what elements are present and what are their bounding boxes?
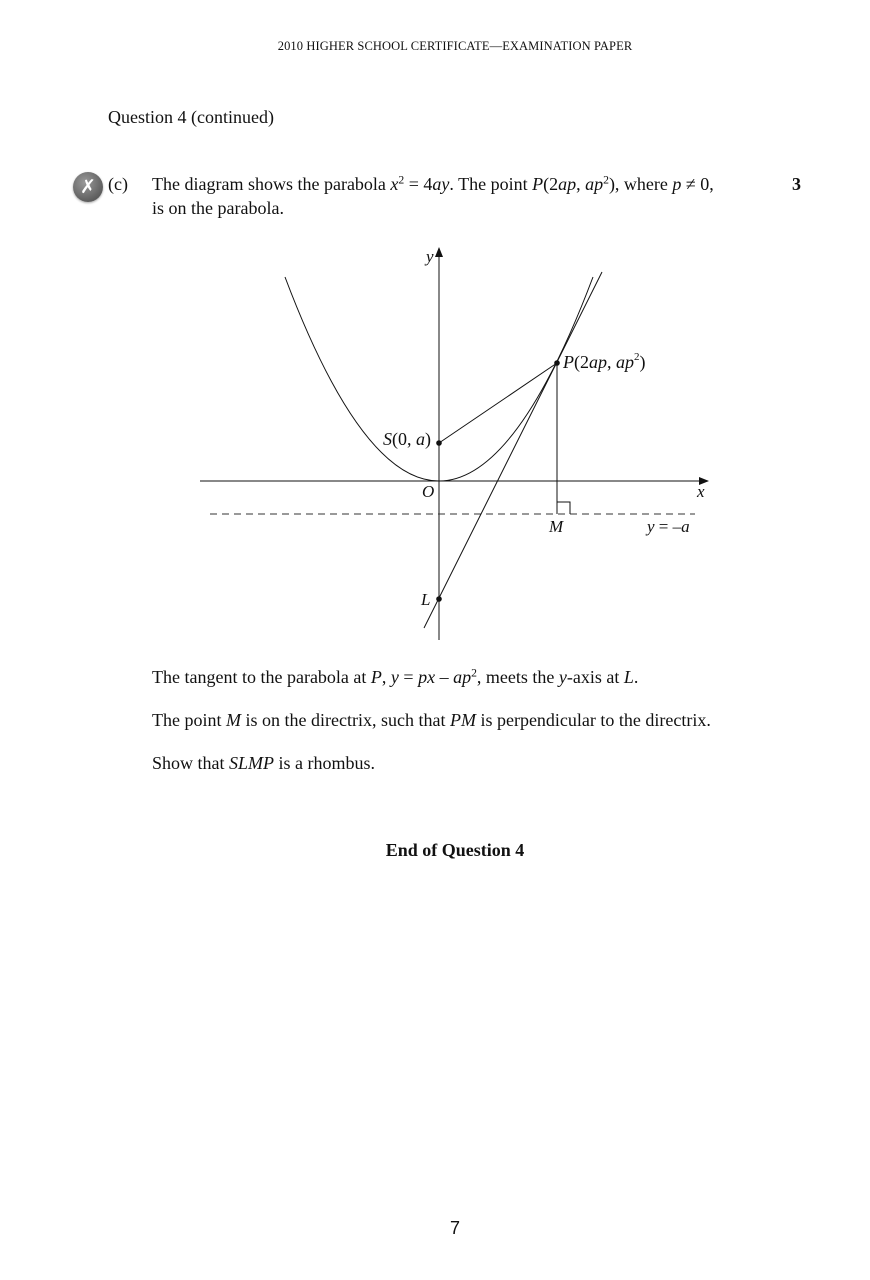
part-label: (c) xyxy=(108,174,128,194)
directrix-label: y = –a xyxy=(647,517,690,536)
point-m-label: M xyxy=(549,517,564,536)
origin-label: O xyxy=(422,482,435,501)
right-angle-marker xyxy=(557,502,570,514)
point-m-statement: The point M is on the directrix, such that PM is perpendicular to the directrix. xyxy=(152,710,711,730)
question-stem-line-1: The diagram shows the parabola $x^2 = 4ay$. The point P(2ap, $ap^2$), where p ≠ 0, xyxy=(152,173,714,194)
point-p-dot xyxy=(554,360,560,366)
marks-value: 3 xyxy=(792,174,801,194)
question-stem-line-2: is on the parabola. xyxy=(152,198,284,218)
cross-mark-icon[interactable]: ✗ xyxy=(73,172,103,202)
running-header: 2010 HIGHER SCHOOL CERTIFICATE—EXAMINATION PAPER xyxy=(277,39,633,53)
point-p-label: P(2ap, $ap^2$) xyxy=(563,351,646,372)
x-axis-label: x xyxy=(697,482,705,501)
point-s-dot xyxy=(436,440,442,446)
y-axis-label: y xyxy=(426,247,434,266)
tangent-statement: The tangent to the parabola at P, y = px – $ap^2$, meets the y-axis at L. xyxy=(152,666,639,687)
question-heading: Question 4 (continued) xyxy=(108,107,274,127)
segment-sp xyxy=(439,363,557,443)
point-l-label: L xyxy=(421,590,431,609)
end-of-question-label: End of Question 4 xyxy=(385,840,525,860)
tangent-line xyxy=(424,272,602,628)
show-that-statement: Show that SLMP is a rhombus. xyxy=(152,753,376,773)
parabola-diagram xyxy=(180,240,740,650)
page-number: 7 xyxy=(449,1218,460,1238)
point-l-dot xyxy=(436,596,442,602)
point-s-label: S(0, a) xyxy=(383,429,431,449)
